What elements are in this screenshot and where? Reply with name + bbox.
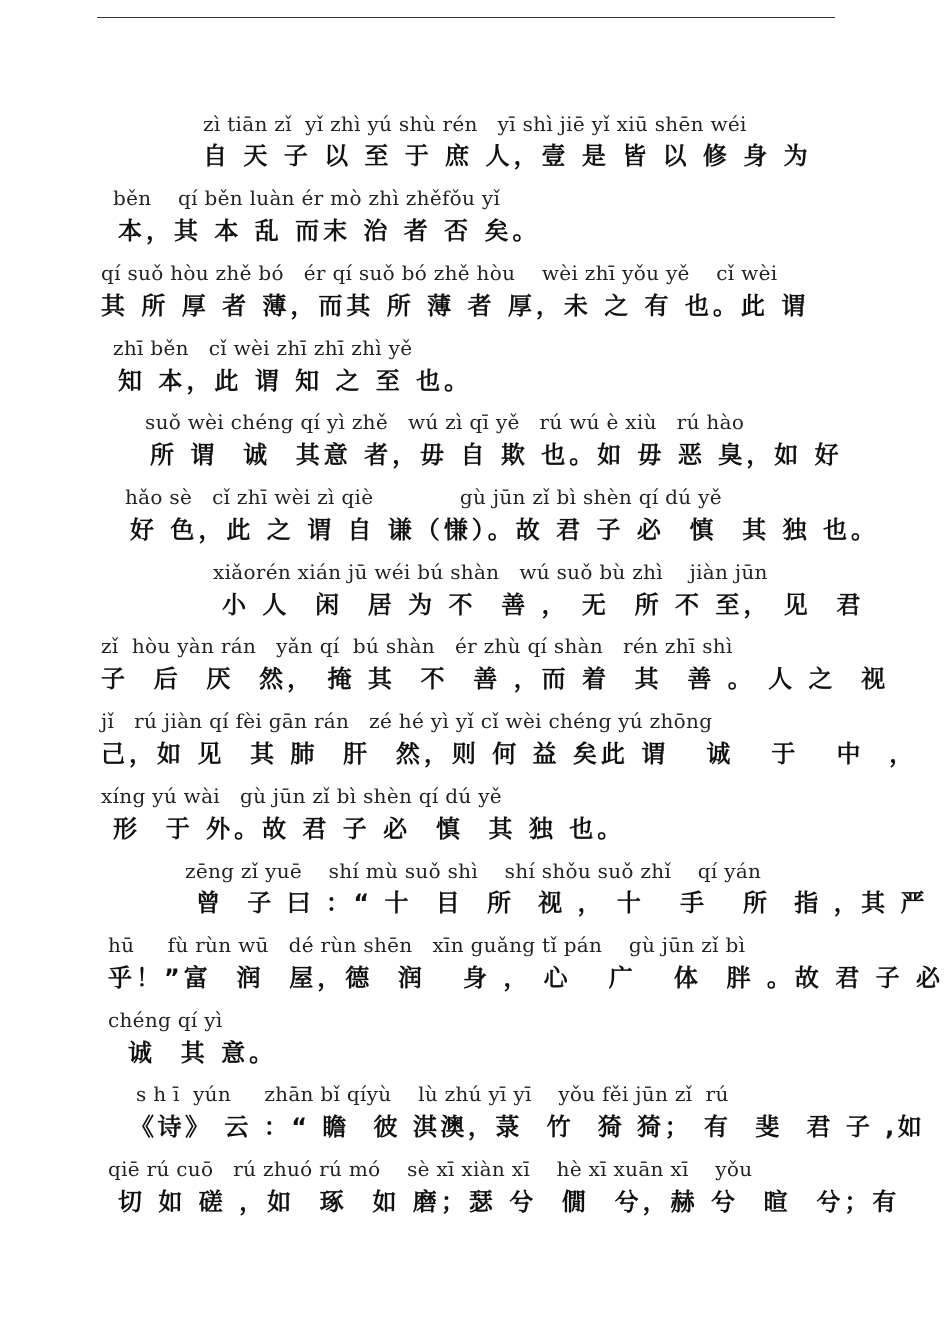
hanzi-line-13: 诚 其 意。 xyxy=(128,1039,278,1067)
pinyin-line-8: zǐ hòu yàn rán yǎn qí bú shàn ér zhù qí shàn rén zhī shì xyxy=(101,634,733,658)
pinyin-line-4: zhī běn cǐ wèi zhī zhī zhì yě xyxy=(113,336,413,360)
top-rule xyxy=(97,17,835,18)
hanzi-line-5: 所 谓 诚 其意 者，毋 自 欺 也。如 毋 恶 臭，如 好 xyxy=(150,441,843,469)
pinyin-line-11: zēng zǐ yuē shí mù suǒ shì shí shǒu suǒ zhǐ qí yán xyxy=(185,859,762,883)
hanzi-line-10: 形 于 外。故 君 子 必 慎 其 独 也。 xyxy=(113,815,626,843)
pinyin-line-14: s h ī yún zhān bǐ qíyù lù zhú yī yī yǒu fěi jūn zǐ rú xyxy=(136,1082,729,1106)
hanzi-line-15: 切 如 磋 ，如 琢 如 磨；瑟 兮 僩 兮，赫 兮 暄 兮；有 xyxy=(118,1188,901,1216)
hanzi-line-8: 子 后 厌 然， 掩 其 不 善 ，而 着 其 善 。 人 之 视 xyxy=(101,665,890,693)
hanzi-line-3: 其 所 厚 者 薄，而其 所 薄 者 厚，未 之 有 也。此 谓 xyxy=(101,292,810,320)
pinyin-line-15: qiē rú cuō rú zhuó rú mó sè xī xiàn xī hè xī xuān xī yǒu xyxy=(108,1157,753,1181)
hanzi-line-14: 《诗》 云 ：“ 瞻 彼 淇澳，菉 竹 猗 猗； 有 斐 君 子 ,如 xyxy=(130,1113,926,1141)
pinyin-line-10: xíng yú wài gù jūn zǐ bì shèn qí dú yě xyxy=(101,784,502,808)
hanzi-line-6: 好 色，此 之 谓 自 谦（慊）。故 君 子 必 慎 其 独 也。 xyxy=(130,516,879,544)
pinyin-line-9: jǐ rú jiàn qí fèi gān rán zé hé yì yǐ cǐ wèi chéng yú zhōng xyxy=(101,709,713,733)
pinyin-line-5: suǒ wèi chéng qí yì zhě wú zì qī yě rú wú è xiù rú hào xyxy=(145,410,745,434)
hanzi-line-1: 自 天 子 以 至 于 庶 人，壹 是 皆 以 修 身 为 xyxy=(203,142,812,170)
hanzi-line-4: 知 本，此 谓 知 之 至 也。 xyxy=(118,367,473,395)
hanzi-line-7: 小 人 闲 居 为 不 善 ， 无 所 不 至， 见 君 xyxy=(222,591,865,619)
hanzi-line-12: 乎！”富 润 屋，德 润 身 ， 心 广 体 胖 。故 君 子 必 xyxy=(108,964,944,992)
hanzi-line-11: 曾 子 曰 ：“ 十 目 所 视 ， 十 手 所 指 ，其 严 xyxy=(196,889,928,917)
pinyin-line-13: chéng qí yì xyxy=(108,1008,223,1032)
pinyin-line-1: zì tiān zǐ yǐ zhì yú shù rén yī shì jiē yǐ xiū shēn wéi xyxy=(203,112,747,136)
pinyin-line-12: hū fù rùn wū dé rùn shēn xīn guǎng tǐ pán gù jūn zǐ bì xyxy=(108,933,746,957)
pinyin-line-7: xiǎorén xián jū wéi bú shàn wú suǒ bù zhì jiàn jūn xyxy=(213,560,768,584)
hanzi-line-9: 己，如 见 其 肺 肝 然，则 何 益 矣此 谓 诚 于 中 ， xyxy=(101,740,918,768)
pinyin-line-6: hǎo sè cǐ zhī wèi zì qiè gù jūn zǐ bì shèn qí dú yě xyxy=(125,485,722,509)
hanzi-line-2: 本，其 本 乱 而末 治 者 否 矣。 xyxy=(118,217,541,245)
pinyin-line-3: qí suǒ hòu zhě bó ér qí suǒ bó zhě hòu wèi zhī yǒu yě cǐ wèi xyxy=(101,261,778,285)
pinyin-line-2: běn qí běn luàn ér mò zhì zhěfǒu yǐ xyxy=(113,186,501,210)
